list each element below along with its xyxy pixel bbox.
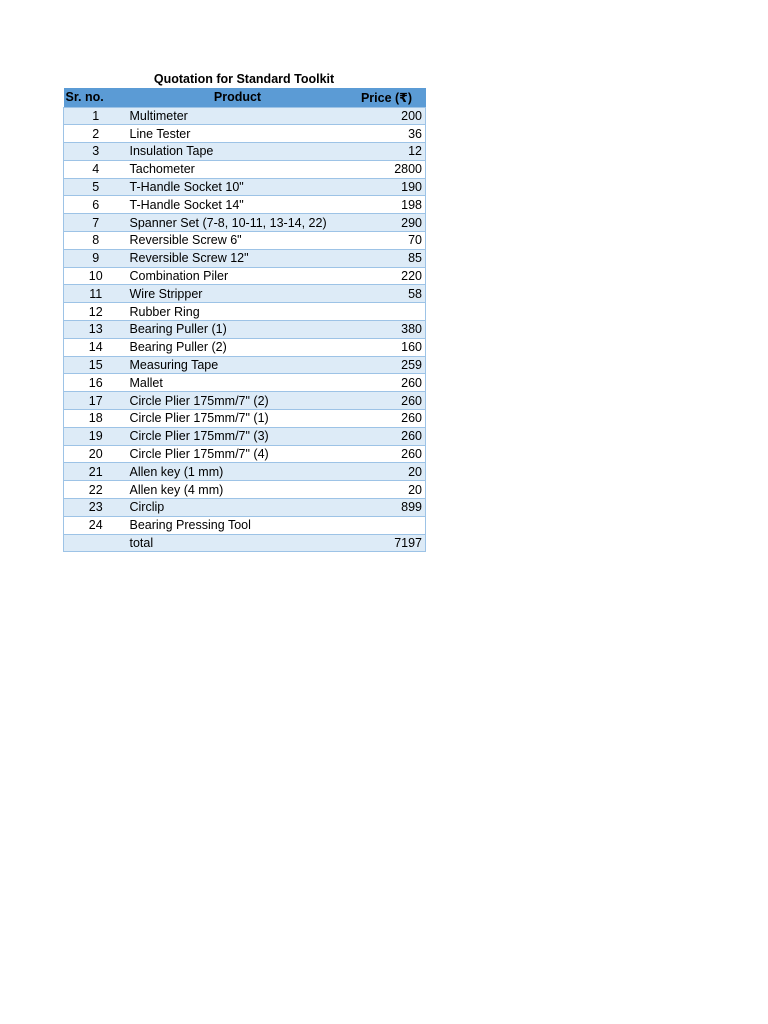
sr-no-cell[interactable]: 9 bbox=[64, 249, 128, 267]
sr-no-cell[interactable]: 17 bbox=[64, 392, 128, 410]
table-row bbox=[64, 463, 426, 481]
product-cell[interactable]: T-Handle Socket 14" bbox=[128, 196, 348, 214]
table-row bbox=[64, 178, 426, 196]
table-row bbox=[64, 374, 426, 392]
table-row bbox=[64, 392, 426, 410]
sr-no-cell[interactable]: 8 bbox=[64, 232, 128, 250]
product-cell[interactable]: Allen key (1 mm) bbox=[128, 463, 348, 481]
price-cell[interactable]: 260 bbox=[348, 410, 426, 428]
price-cell[interactable]: 260 bbox=[348, 427, 426, 445]
table-row bbox=[64, 125, 426, 143]
product-cell[interactable]: Reversible Screw 12" bbox=[128, 249, 348, 267]
product-cell[interactable]: Rubber Ring bbox=[128, 303, 348, 321]
price-cell[interactable]: 20 bbox=[348, 481, 426, 499]
price-cell[interactable] bbox=[348, 303, 426, 321]
price-cell[interactable]: 190 bbox=[348, 178, 426, 196]
product-cell[interactable]: Spanner Set (7-8, 10-11, 13-14, 22) bbox=[128, 214, 348, 232]
sr-no-cell[interactable]: 15 bbox=[64, 356, 128, 374]
table-row bbox=[64, 232, 426, 250]
quotation-sheet bbox=[63, 70, 425, 552]
table-row bbox=[64, 249, 426, 267]
table-row bbox=[64, 143, 426, 161]
price-cell[interactable]: 220 bbox=[348, 267, 426, 285]
price-cell[interactable]: 20 bbox=[348, 463, 426, 481]
price-cell[interactable]: 198 bbox=[348, 196, 426, 214]
header-product[interactable]: Product bbox=[128, 88, 348, 107]
table-row bbox=[64, 481, 426, 499]
product-cell[interactable]: Circle Plier 175mm/7" (1) bbox=[128, 410, 348, 428]
table-body bbox=[64, 107, 426, 552]
product-cell[interactable]: Reversible Screw 6" bbox=[128, 232, 348, 250]
table-row bbox=[64, 410, 426, 428]
table-row bbox=[64, 285, 426, 303]
price-cell[interactable]: 380 bbox=[348, 321, 426, 339]
price-cell[interactable]: 58 bbox=[348, 285, 426, 303]
total-blank-cell[interactable] bbox=[64, 534, 128, 552]
table-row bbox=[64, 214, 426, 232]
table-row bbox=[64, 196, 426, 214]
product-cell[interactable]: Allen key (4 mm) bbox=[128, 481, 348, 499]
product-cell[interactable]: Combination Piler bbox=[128, 267, 348, 285]
table-row bbox=[64, 445, 426, 463]
table-row bbox=[64, 356, 426, 374]
product-cell[interactable]: Circlip bbox=[128, 499, 348, 517]
price-cell[interactable]: 85 bbox=[348, 249, 426, 267]
price-cell[interactable]: 200 bbox=[348, 107, 426, 125]
product-cell[interactable]: Insulation Tape bbox=[128, 143, 348, 161]
price-cell[interactable]: 259 bbox=[348, 356, 426, 374]
sr-no-cell[interactable]: 13 bbox=[64, 321, 128, 339]
total-value[interactable]: 7197 bbox=[348, 534, 426, 552]
product-cell[interactable]: Tachometer bbox=[128, 160, 348, 178]
product-cell[interactable]: Circle Plier 175mm/7" (4) bbox=[128, 445, 348, 463]
price-cell[interactable]: 260 bbox=[348, 392, 426, 410]
header-price[interactable]: Price (₹) bbox=[348, 88, 426, 107]
sr-no-cell[interactable]: 18 bbox=[64, 410, 128, 428]
total-row bbox=[64, 534, 426, 552]
sheet-title: Quotation for Standard Toolkit bbox=[153, 72, 335, 86]
product-cell[interactable]: T-Handle Socket 10" bbox=[128, 178, 348, 196]
sr-no-cell[interactable]: 24 bbox=[64, 516, 128, 534]
quotation-table bbox=[63, 88, 426, 552]
sr-no-cell[interactable]: 21 bbox=[64, 463, 128, 481]
price-cell[interactable]: 260 bbox=[348, 374, 426, 392]
sr-no-cell[interactable]: 20 bbox=[64, 445, 128, 463]
product-cell[interactable]: Bearing Puller (2) bbox=[128, 338, 348, 356]
table-row bbox=[64, 516, 426, 534]
product-cell[interactable]: Line Tester bbox=[128, 125, 348, 143]
product-cell[interactable]: Measuring Tape bbox=[128, 356, 348, 374]
sr-no-cell[interactable]: 16 bbox=[64, 374, 128, 392]
price-cell[interactable]: 2800 bbox=[348, 160, 426, 178]
product-cell[interactable]: Circle Plier 175mm/7" (3) bbox=[128, 427, 348, 445]
sr-no-cell[interactable]: 10 bbox=[64, 267, 128, 285]
price-cell[interactable] bbox=[348, 516, 426, 534]
sr-no-cell[interactable]: 5 bbox=[64, 178, 128, 196]
sr-no-cell[interactable]: 2 bbox=[64, 125, 128, 143]
product-cell[interactable]: Multimeter bbox=[128, 107, 348, 125]
table-row bbox=[64, 338, 426, 356]
table-row bbox=[64, 499, 426, 517]
sr-no-cell[interactable]: 11 bbox=[64, 285, 128, 303]
sr-no-cell[interactable]: 19 bbox=[64, 427, 128, 445]
price-cell[interactable]: 160 bbox=[348, 338, 426, 356]
price-cell[interactable]: 12 bbox=[348, 143, 426, 161]
product-cell[interactable]: Bearing Puller (1) bbox=[128, 321, 348, 339]
product-cell[interactable]: Wire Stripper bbox=[128, 285, 348, 303]
sr-no-cell[interactable]: 7 bbox=[64, 214, 128, 232]
sr-no-cell[interactable]: 3 bbox=[64, 143, 128, 161]
sr-no-cell[interactable]: 12 bbox=[64, 303, 128, 321]
table-row bbox=[64, 427, 426, 445]
price-cell[interactable]: 899 bbox=[348, 499, 426, 517]
price-cell[interactable]: 260 bbox=[348, 445, 426, 463]
table-row bbox=[64, 267, 426, 285]
table-row bbox=[64, 160, 426, 178]
sr-no-cell[interactable]: 4 bbox=[64, 160, 128, 178]
sr-no-cell[interactable]: 6 bbox=[64, 196, 128, 214]
product-cell[interactable]: Circle Plier 175mm/7" (2) bbox=[128, 392, 348, 410]
header-row bbox=[64, 88, 426, 107]
product-cell[interactable]: Bearing Pressing Tool bbox=[128, 516, 348, 534]
total-label[interactable]: total bbox=[128, 534, 348, 552]
price-cell[interactable]: 70 bbox=[348, 232, 426, 250]
sr-no-cell[interactable]: 1 bbox=[64, 107, 128, 125]
table-row bbox=[64, 321, 426, 339]
price-cell[interactable]: 36 bbox=[348, 125, 426, 143]
header-sr-no[interactable]: Sr. no. bbox=[64, 88, 128, 107]
sr-no-cell[interactable]: 23 bbox=[64, 499, 128, 517]
product-cell[interactable]: Mallet bbox=[128, 374, 348, 392]
table-row bbox=[64, 107, 426, 125]
price-cell[interactable]: 290 bbox=[348, 214, 426, 232]
table-row bbox=[64, 303, 426, 321]
sr-no-cell[interactable]: 14 bbox=[64, 338, 128, 356]
sr-no-cell[interactable]: 22 bbox=[64, 481, 128, 499]
